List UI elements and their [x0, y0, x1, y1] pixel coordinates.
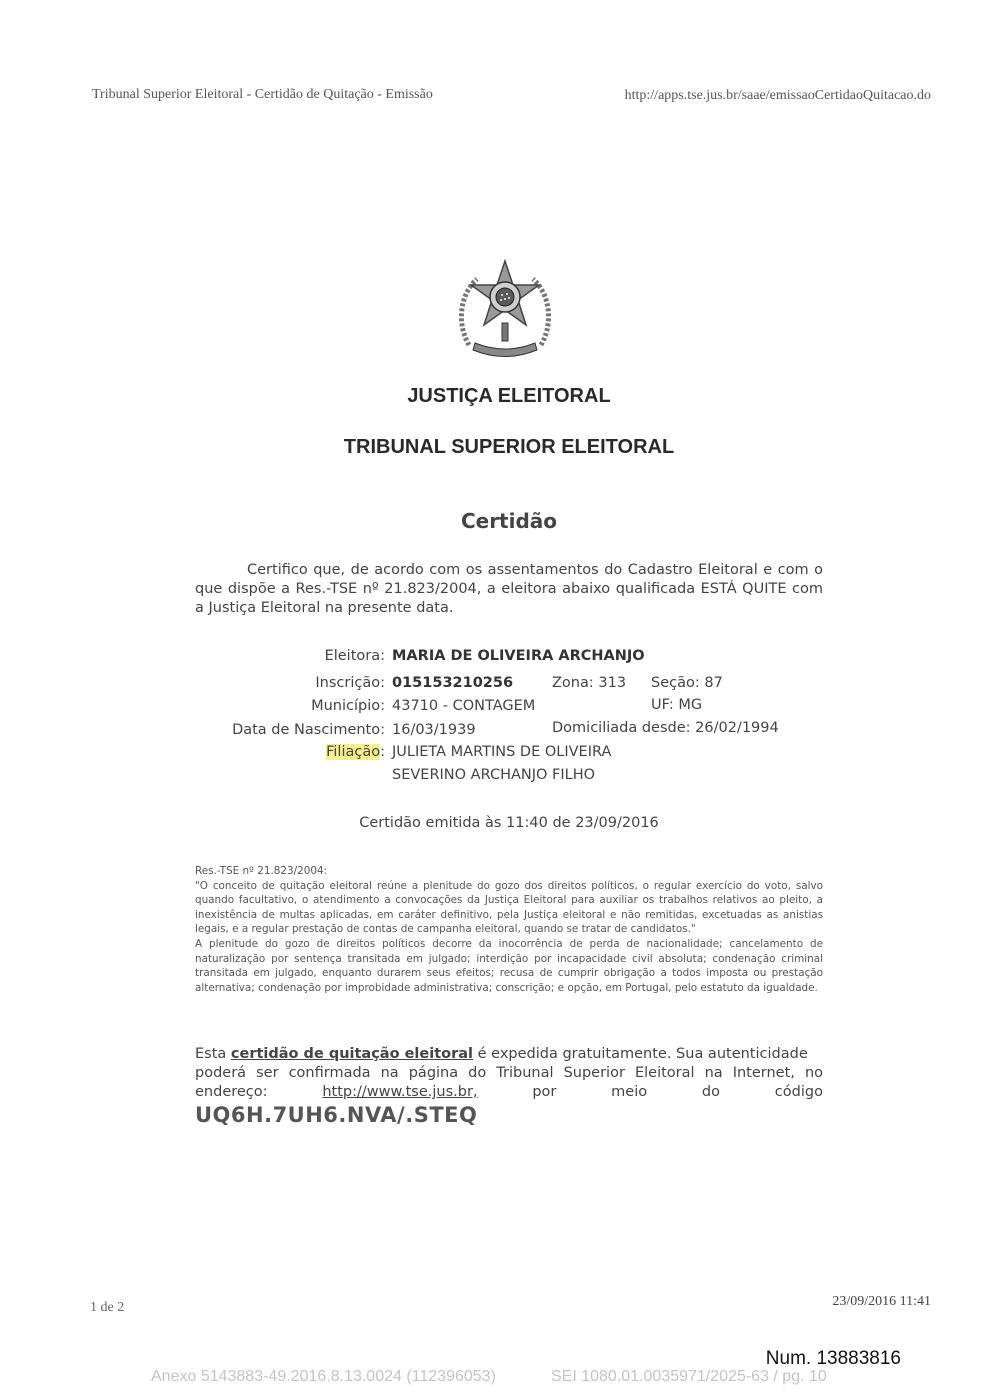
document-number: Num. 13883816: [765, 1348, 901, 1369]
domicilio-value: 26/02/1994: [695, 720, 779, 736]
authenticity-note: [195, 1045, 823, 1102]
filiacao-label-colon: :: [380, 744, 385, 760]
eleitora-value: MARIA DE OLIVEIRA ARCHANJO: [392, 648, 645, 664]
footer-meio: meio: [611, 1084, 648, 1100]
domicilio-label: Domiciliada desde:: [552, 720, 691, 736]
institution-line-1: JUSTIÇA ELEITORAL: [407, 385, 611, 407]
intro-part-2: com a Justiça Eleitoral na presente data.: [195, 581, 824, 616]
footer-codigo: código: [774, 1084, 823, 1100]
municipio-label: Município:: [311, 698, 385, 714]
zona-value: 313: [598, 675, 627, 691]
uf-value: MG: [678, 697, 703, 713]
print-header-title: Tribunal Superior Eleitoral - Certidão de Quitação - Emissão: [92, 87, 433, 102]
eleitora-label: Eleitora:: [324, 648, 385, 664]
footer-do: do: [701, 1084, 720, 1100]
filiacao-label-highlight: Filiação: [326, 744, 381, 760]
print-datetime: 23/09/2016 11:41: [832, 1294, 931, 1309]
institution-line-2: TRIBUNAL SUPERIOR ELEITORAL: [343, 436, 675, 458]
zona-field: [552, 675, 626, 691]
intro-status: ESTÁ QUITE: [700, 581, 787, 597]
footer-line-2: poderá ser confirmada na página do Tribunal Superior Eleitoral na Internet, no: [195, 1065, 823, 1081]
inscricao-label: Inscrição:: [315, 675, 385, 691]
footer-endereco: endereço:: [195, 1084, 268, 1100]
anexo-stamp: Anexo 5143883-49.2016.8.13.0024 (112396053): [151, 1368, 496, 1385]
certificate-intro: [195, 561, 823, 618]
filiacao-label: [326, 744, 385, 760]
page-number: 1 de 2: [90, 1300, 125, 1315]
filiacao-value-2: SEVERINO ARCHANJO FILHO: [392, 767, 596, 783]
footer-esta: Esta: [195, 1046, 227, 1062]
sei-stamp: SEI 1080.01.0035971/2025-63 / pg. 10: [551, 1368, 827, 1385]
footer-por: por: [532, 1084, 557, 1100]
intro-part-1: Certifico que, de acordo com os assentamentos do Cadastro Eleitoral e com o que dispõe a Res.-TSE nº 21.823/2004, a eleitora abaixo qualificada: [195, 562, 823, 597]
secao-label: Seção:: [651, 675, 700, 691]
certificate-title: Certidão: [460, 509, 558, 533]
secao-field: [651, 675, 723, 691]
inscricao-value: 015153210256: [392, 675, 514, 691]
resolution-text: [195, 864, 823, 995]
footer-rest-1: é expedida gratuitamente. Sua autenticidade: [477, 1046, 808, 1062]
brazil-coat-of-arms-icon: [455, 255, 555, 363]
emitted-datetime: Certidão emitida às 11:40 de 23/09/2016: [359, 815, 659, 831]
nascimento-value: 16/03/1939: [392, 722, 476, 738]
zona-label: Zona:: [552, 675, 594, 691]
resolution-para-2: A plenitude do gozo de direitos políticos decorre da inocorrência de perda de nacionalidade; cancelamento de naturalização por sentença transitada em julgado; interdição por incapacidade civil absoluta; condenação criminal transitada em julgado, enquanto durarem seus efeitos; recusa de cumprir obrigação a todos imposta ou prestação alternativa; condenação por improbidade administrativa; conscrição; e opção, em Portugal, pelo estatuto da igualdade.: [195, 937, 823, 994]
filiacao-value-1: JULIETA MARTINS DE OLIVEIRA: [392, 744, 612, 760]
resolution-para-1: "O conceito de quitação eleitoral reúne a plenitude do gozo dos direitos políticos, o regular exercício do voto, salvo quando facultativo, o atendimento a convocações da Justiça Eleitoral para auxiliar os trabalhos relativos ao pleito, a inexistência de multas aplicadas, em caráter definitivo, pela Justiça eleitoral e não remitidas, excetuadas as anistias legais, e a regular prestação de contas de campanha eleitoral, quando se tratar de candidatos.": [195, 879, 823, 936]
municipio-value: 43710 - CONTAGEM: [392, 698, 536, 714]
uf-field: [651, 697, 702, 713]
print-header-url: http://apps.tse.jus.br/saae/emissaoCertidaoQuitacao.do: [624, 88, 931, 103]
uf-label: UF:: [651, 697, 674, 713]
secao-value: 87: [704, 675, 723, 691]
resolution-title: Res.-TSE nº 21.823/2004:: [195, 865, 328, 877]
tse-website-link[interactable]: http://www.tse.jus.br,: [322, 1084, 478, 1100]
nascimento-label: Data de Nascimento:: [232, 722, 385, 738]
domicilio-field: [552, 720, 779, 736]
authentication-code: UQ6H.7UH6.NVA/.STEQ: [195, 1103, 478, 1127]
quitacao-link[interactable]: certidão de quitação eleitoral: [230, 1046, 474, 1062]
